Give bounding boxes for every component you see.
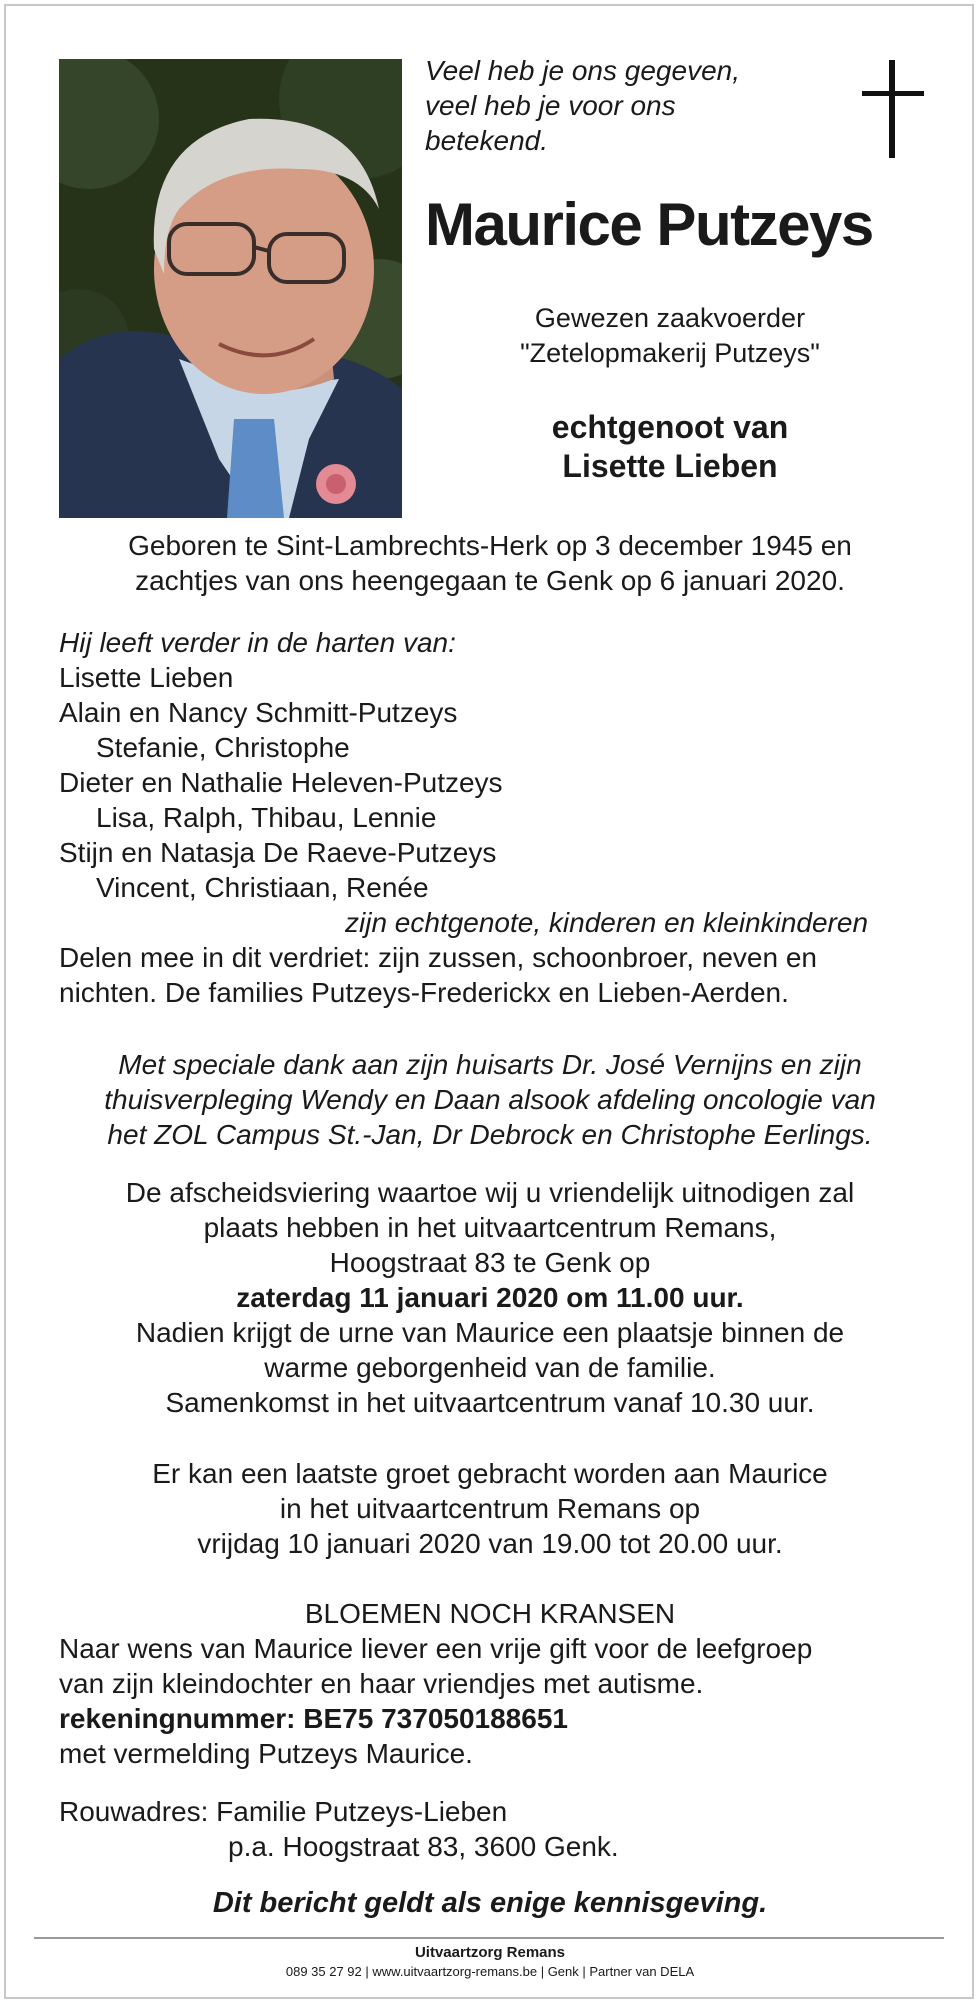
birth-death-line: Geboren te Sint-Lambrechts-Herk op 3 december 1945 en [128,530,852,561]
sharing-line: nichten. De families Putzeys-Frederickx en Lieben-Aerden. [59,977,789,1008]
ceremony-line: De afscheidsviering waartoe wij u vriendelijk uitnodigen zal [125,1177,855,1208]
farewell-line: Er kan een laatste groet gebracht worden aan Maurice [152,1458,828,1489]
mourning-address-label: Rouwadres: Familie Putzeys-Lieben [59,1796,508,1827]
family-line: Lisette Lieben [59,662,234,693]
thanks-line: thuisverpleging Wendy en Daan alsook afdeling oncologie van [104,1084,876,1115]
farewell-text [30,1456,950,1561]
ceremony-line: plaats hebben in het uitvaartcentrum Remans, [203,1212,777,1243]
ceremony-text [30,1175,950,1420]
portrait-photo [59,59,402,518]
ceremony-line: Nadien krijgt de urne van Maurice een plaatsje binnen de [135,1317,845,1348]
ceremony-line: Samenkomst in het uitvaartcentrum vanaf 10.30 uur. [165,1387,815,1418]
cross-icon [862,60,924,160]
motto-line: veel heb je voor ons [425,90,676,121]
ceremony-date: zaterdag 11 januari 2020 om 11.00 uur. [236,1282,744,1313]
flowers-line: Naar wens van Maurice liever een vrije gift voor de leefgroep [59,1633,813,1664]
spouse-line: echtgenoot van [551,409,789,445]
farewell-line: in het uitvaartcentrum Remans op [279,1493,701,1524]
sharing-line: Delen mee in dit verdriet: zijn zussen, schoonbroer, neven en [59,942,817,973]
family-line: Dieter en Nathalie Heleven-Putzeys [59,767,503,798]
motto [425,53,825,158]
thanks-line: het ZOL Campus St.-Jan, Dr Debrock en Christophe Eerlings. [107,1119,873,1150]
flowers-heading: BLOEMEN NOCH KRANSEN [304,1598,676,1629]
undertaker-name: Uitvaartzorg Remans [414,1944,566,1961]
closing-statement: Dit bericht geldt als enige kennisgeving. [212,1887,768,1919]
flowers-line: van zijn kleindochter en haar vriendjes met autisme. [59,1668,704,1699]
motto-line: Veel heb je ons gegeven, [425,55,740,86]
family-closing: zijn echtgenote, kinderen en kleinkinderen [345,907,869,938]
family-line: Stijn en Natasja De Raeve-Putzeys [59,837,497,868]
family-line: Lisa, Ralph, Thibau, Lennie [96,802,437,833]
ceremony-line: warme geborgenheid van de familie. [264,1352,716,1383]
deceased-name: Maurice Putzeys [425,191,873,258]
occupation-line: Gewezen zaakvoerder [534,303,806,333]
family-intro: Hij leeft verder in de harten van: [59,627,456,658]
thanks-text [30,1047,950,1152]
birth-death-text [30,528,950,598]
bank-account: rekeningnummer: BE75 737050188651 [59,1703,568,1734]
family-line: Vincent, Christiaan, Renée [96,872,429,903]
thanks-line: Met speciale dank aan zijn huisarts Dr. José Vernijns en zijn [118,1049,862,1080]
occupation [425,301,915,371]
footer-divider [34,1937,944,1939]
motto-line: betekend. [425,125,548,156]
occupation-line: "Zetelopmakerij Putzeys" [520,338,820,368]
family-line: Alain en Nancy Schmitt-Putzeys [59,697,458,728]
spouse-line: Lisette Lieben [562,448,778,484]
ceremony-line: Hoogstraat 83 te Genk op [329,1247,651,1278]
sharing-text [59,940,939,1010]
birth-death-line: zachtjes van ons heengegaan te Genk op 6 januari 2020. [135,565,845,596]
undertaker-contact: 089 35 27 92 | www.uitvaartzorg-remans.be | Genk | Partner van DELA [285,1964,695,1979]
family-list [59,625,939,905]
flowers-line: met vermelding Putzeys Maurice. [59,1738,473,1769]
flowers-text [59,1631,939,1771]
mourning-address: p.a. Hoogstraat 83, 3600 Genk. [228,1831,619,1862]
farewell-line: vrijdag 10 januari 2020 van 19.00 tot 20.00 uur. [197,1528,783,1559]
spouse-info [425,408,915,486]
family-line: Stefanie, Christophe [96,732,350,763]
